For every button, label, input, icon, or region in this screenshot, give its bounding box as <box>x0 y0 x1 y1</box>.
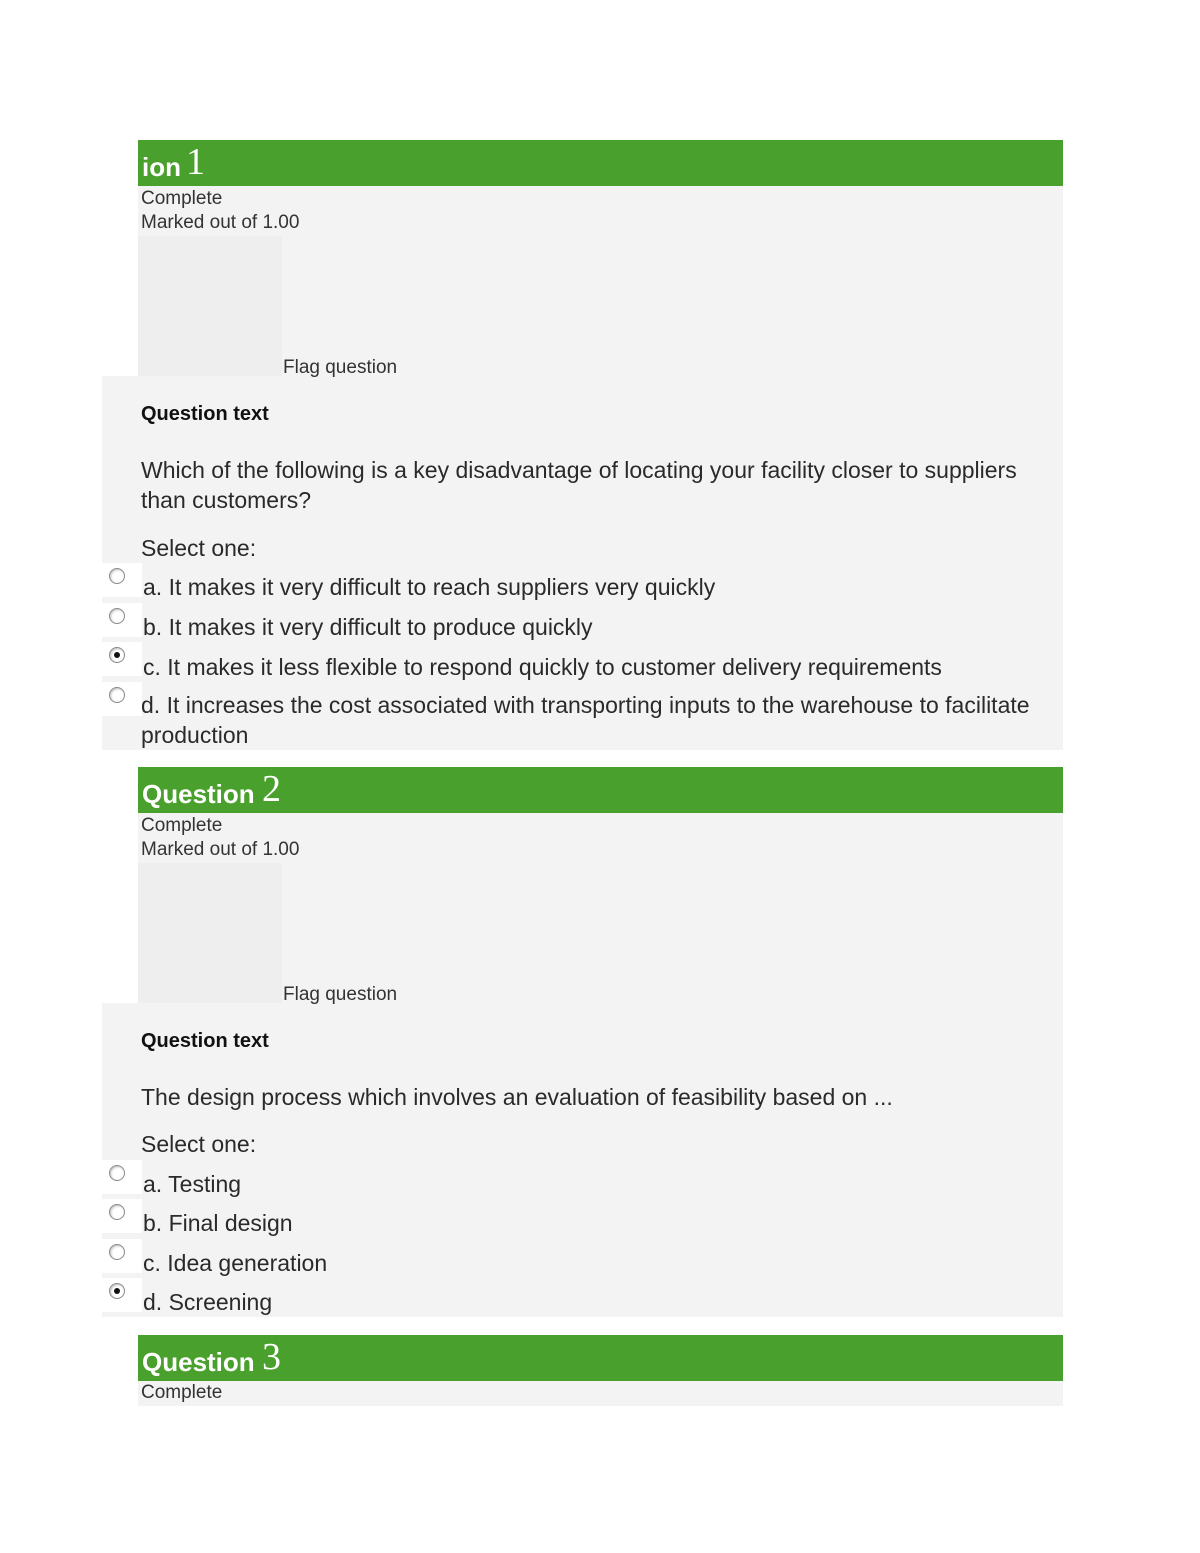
question-2-option-d-radio[interactable] <box>109 1283 125 1299</box>
question-1-option-a[interactable]: a. It makes it very difficult to reach suppliers very quickly <box>143 574 716 600</box>
question-2-option-a-cell <box>102 1160 142 1194</box>
question-3-status: Complete <box>141 1382 223 1403</box>
question-2-option-b-radio[interactable] <box>109 1204 125 1220</box>
question-1-option-d[interactable]: d. It increases the cost associated with transporting inputs to the warehouse to facilitate production <box>141 692 1030 748</box>
question-3-header <box>138 1335 1063 1381</box>
question-3-word: Question <box>142 1347 255 1377</box>
question-2-number: 2 <box>262 768 281 810</box>
question-2-option-d[interactable]: d. Screening <box>143 1289 273 1315</box>
question-2-option-c-radio[interactable] <box>109 1244 125 1260</box>
question-2-option-a[interactable]: a. Testing <box>143 1171 242 1197</box>
question-1-option-d-radio[interactable] <box>109 687 125 703</box>
question-1-option-b-radio[interactable] <box>109 608 125 624</box>
question-2-marks: Marked out of 1.00 <box>141 839 300 860</box>
question-1-option-c-cell <box>102 642 142 676</box>
question-2-option-b-cell <box>102 1199 142 1233</box>
question-1-option-b[interactable]: b. It makes it very difficult to produce quickly <box>143 614 593 640</box>
question-2-flag-link[interactable]: Flag question <box>283 984 398 1005</box>
question-1-word: ion <box>142 152 181 182</box>
question-3-number: 3 <box>262 1336 281 1378</box>
question-2-option-d-cell <box>102 1278 142 1312</box>
question-2-option-b[interactable]: b. Final design <box>143 1210 293 1236</box>
question-1-option-b-cell <box>102 603 142 637</box>
question-1-flag-link[interactable]: Flag question <box>283 357 398 378</box>
question-1-option-c-radio[interactable] <box>109 647 125 663</box>
question-2-flag-icon[interactable] <box>138 863 282 1003</box>
question-1-select-label: Select one: <box>141 535 257 561</box>
question-1-flag-icon[interactable] <box>138 236 282 376</box>
question-1-text: Which of the following is a key disadvantage of locating your facility closer to suppliers than customers? <box>141 457 1017 513</box>
question-1-marks: Marked out of 1.00 <box>141 212 300 233</box>
question-2-status: Complete <box>141 815 223 836</box>
question-1-option-a-cell <box>102 563 142 597</box>
question-2-header <box>138 767 1063 813</box>
question-2-text-label: Question text <box>141 1030 269 1052</box>
question-1-option-c[interactable]: c. It makes it less flexible to respond quickly to customer delivery requirements <box>143 654 942 680</box>
question-2-option-c-cell <box>102 1239 142 1273</box>
question-2-option-a-radio[interactable] <box>109 1165 125 1181</box>
question-1-option-d-cell <box>102 682 142 716</box>
question-2-text: The design process which involves an evaluation of feasibility based on ... <box>141 1084 893 1110</box>
question-2-select-label: Select one: <box>141 1131 257 1157</box>
question-1-number: 1 <box>186 141 205 183</box>
question-1-option-a-radio[interactable] <box>109 568 125 584</box>
question-3-info-panel <box>138 1381 1063 1406</box>
question-2-word: Question <box>142 779 255 809</box>
question-1-text-label: Question text <box>141 403 269 425</box>
question-1-status: Complete <box>141 188 223 209</box>
question-1-header <box>138 140 1063 186</box>
question-2-option-c[interactable]: c. Idea generation <box>143 1250 328 1276</box>
